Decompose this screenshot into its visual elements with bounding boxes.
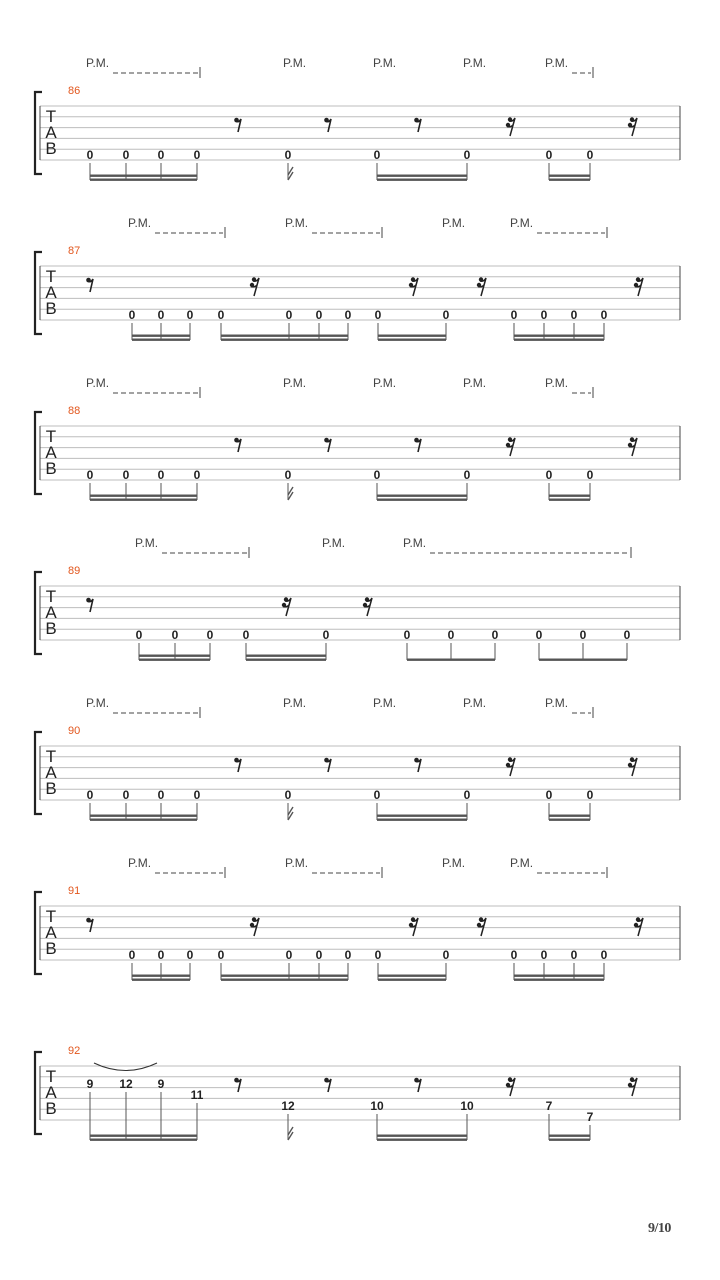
tab-system-90 xyxy=(35,696,680,821)
eighth-rest-stroke xyxy=(87,279,93,292)
eighth-rest-stroke xyxy=(325,119,331,132)
fret-number: 0 xyxy=(570,948,578,962)
system-bracket xyxy=(35,892,42,974)
fret-number: 0 xyxy=(157,308,165,322)
fret-number: 0 xyxy=(403,628,411,642)
note-beam xyxy=(132,335,190,337)
note-beam xyxy=(549,179,590,181)
fret-number: 0 xyxy=(157,788,165,802)
fret-number: 0 xyxy=(171,628,179,642)
note-beam xyxy=(377,815,467,817)
tab-clef-letter: A xyxy=(45,1083,57,1102)
fret-number: 0 xyxy=(122,148,130,162)
tab-system-86 xyxy=(35,56,680,181)
tie-arc xyxy=(94,1063,157,1071)
tab-clef-letter: A xyxy=(45,123,57,142)
palm-mute-label: P.M. xyxy=(86,696,110,710)
note-beam xyxy=(549,1135,590,1137)
measure-number: 92 xyxy=(68,1045,81,1057)
measure-number: 90 xyxy=(68,725,81,737)
fret-number: 0 xyxy=(193,788,201,802)
eighth-rest-stroke xyxy=(235,759,241,772)
fret-number: 0 xyxy=(128,948,136,962)
fret-number: 0 xyxy=(586,468,594,482)
palm-mute-label: P.M. xyxy=(463,56,487,70)
note-beam xyxy=(549,1139,590,1141)
palm-mute-label: P.M. xyxy=(373,696,397,710)
note-beam xyxy=(90,819,197,821)
tab-clef-letter: B xyxy=(45,459,57,478)
note-beam xyxy=(246,659,326,661)
measure-number: 87 xyxy=(68,245,81,257)
tab-clef-letter: T xyxy=(45,1067,57,1086)
eighth-rest-stroke xyxy=(325,1079,331,1092)
fret-number: 0 xyxy=(242,628,250,642)
note-flag xyxy=(288,1127,293,1140)
fret-number: 0 xyxy=(463,788,471,802)
eighth-rest-stroke xyxy=(235,119,241,132)
tab-system-87 xyxy=(35,216,680,341)
measure-number: 86 xyxy=(68,85,81,97)
palm-mute-label: P.M. xyxy=(322,536,346,550)
fret-number: 11 xyxy=(190,1088,204,1102)
fret-number: 0 xyxy=(206,628,214,642)
palm-mute-label: P.M. xyxy=(510,856,534,870)
note-beam xyxy=(549,175,590,177)
fret-number: 0 xyxy=(284,468,292,482)
palm-mute-label: P.M. xyxy=(86,376,110,390)
eighth-rest-stroke xyxy=(235,1079,241,1092)
note-beam xyxy=(514,339,604,341)
fret-number: 0 xyxy=(535,628,543,642)
note-beam xyxy=(377,495,467,497)
tab-clef-letter: T xyxy=(45,267,57,286)
fret-number: 10 xyxy=(370,1099,384,1113)
fret-number: 9 xyxy=(86,1077,94,1091)
fret-number: 0 xyxy=(128,308,136,322)
fret-number: 0 xyxy=(623,628,631,642)
note-beam xyxy=(90,495,197,497)
palm-mute-label: P.M. xyxy=(403,536,427,550)
tab-clef-letter: B xyxy=(45,779,57,798)
eighth-rest-stroke xyxy=(415,1079,421,1092)
fret-number: 0 xyxy=(373,468,381,482)
page-number: 9/10 xyxy=(648,1221,671,1236)
fret-number: 0 xyxy=(586,788,594,802)
tab-clef-letter: A xyxy=(45,443,57,462)
fret-number: 0 xyxy=(586,148,594,162)
note-beam xyxy=(549,499,590,501)
measure-number: 91 xyxy=(68,885,81,897)
system-bracket xyxy=(35,732,42,814)
tab-system-88 xyxy=(35,376,680,501)
fret-number: 0 xyxy=(510,308,518,322)
note-beam xyxy=(377,175,467,177)
eighth-rest-stroke xyxy=(415,119,421,132)
palm-mute-label: P.M. xyxy=(373,376,397,390)
eighth-rest-stroke xyxy=(415,759,421,772)
eighth-rest-stroke xyxy=(325,439,331,452)
note-beam xyxy=(139,655,210,657)
fret-number: 0 xyxy=(122,788,130,802)
tab-system-91 xyxy=(35,856,680,981)
fret-number: 0 xyxy=(540,308,548,322)
fret-number: 0 xyxy=(122,468,130,482)
fret-number: 0 xyxy=(315,308,323,322)
fret-number: 0 xyxy=(86,148,94,162)
palm-mute-label: P.M. xyxy=(283,696,307,710)
fret-number: 0 xyxy=(447,628,455,642)
fret-number: 0 xyxy=(344,948,352,962)
note-beam xyxy=(90,175,197,177)
fret-number: 0 xyxy=(545,468,553,482)
fret-number: 0 xyxy=(442,308,450,322)
fret-number: 0 xyxy=(570,308,578,322)
note-beam xyxy=(221,335,348,337)
palm-mute-label: P.M. xyxy=(463,376,487,390)
note-beam xyxy=(132,975,190,977)
palm-mute-label: P.M. xyxy=(283,376,307,390)
palm-mute-label: P.M. xyxy=(545,376,569,390)
note-beam xyxy=(514,979,604,981)
palm-mute-label: P.M. xyxy=(442,856,466,870)
note-flag xyxy=(288,807,293,820)
note-beam xyxy=(90,499,197,501)
system-bracket xyxy=(35,572,42,654)
fret-number: 7 xyxy=(545,1099,553,1113)
system-bracket xyxy=(35,92,42,174)
note-beam xyxy=(549,815,590,817)
fret-number: 7 xyxy=(586,1110,594,1124)
note-beam xyxy=(549,819,590,821)
note-beam xyxy=(139,659,210,661)
tab-clef-letter: B xyxy=(45,299,57,318)
tab-clef-letter: A xyxy=(45,603,57,622)
note-beam xyxy=(90,1135,197,1137)
tab-clef-letter: B xyxy=(45,1099,57,1118)
tab-system-89 xyxy=(35,536,680,661)
fret-number: 0 xyxy=(344,308,352,322)
eighth-rest-stroke xyxy=(235,439,241,452)
fret-number: 0 xyxy=(285,948,293,962)
eighth-rest-stroke xyxy=(325,759,331,772)
fret-number: 0 xyxy=(510,948,518,962)
eighth-rest-stroke xyxy=(87,919,93,932)
note-beam xyxy=(549,495,590,497)
palm-mute-label: P.M. xyxy=(135,536,159,550)
note-beam xyxy=(377,499,467,501)
palm-mute-label: P.M. xyxy=(545,56,569,70)
fret-number: 0 xyxy=(540,948,548,962)
note-beam xyxy=(377,179,467,181)
note-beam xyxy=(90,1139,197,1141)
note-beam xyxy=(377,1139,467,1141)
system-bracket xyxy=(35,252,42,334)
fret-number: 0 xyxy=(315,948,323,962)
fret-number: 10 xyxy=(460,1099,474,1113)
note-beam xyxy=(378,339,446,341)
note-beam xyxy=(378,975,446,977)
fret-number: 0 xyxy=(373,148,381,162)
system-bracket xyxy=(35,412,42,494)
measure-number: 89 xyxy=(68,565,81,577)
note-flag xyxy=(288,167,293,180)
note-beam xyxy=(132,979,190,981)
note-beam xyxy=(378,979,446,981)
fret-number: 0 xyxy=(374,948,382,962)
palm-mute-label: P.M. xyxy=(545,696,569,710)
note-beam xyxy=(132,339,190,341)
fret-number: 0 xyxy=(284,788,292,802)
fret-number: 0 xyxy=(186,308,194,322)
fret-number: 0 xyxy=(442,948,450,962)
note-beam xyxy=(377,819,467,821)
fret-number: 0 xyxy=(186,948,194,962)
fret-number: 0 xyxy=(193,148,201,162)
tab-clef-letter: T xyxy=(45,427,57,446)
fret-number: 0 xyxy=(157,148,165,162)
fret-number: 0 xyxy=(463,148,471,162)
measure-number: 88 xyxy=(68,405,81,417)
eighth-rest-stroke xyxy=(87,599,93,612)
eighth-rest-stroke xyxy=(415,439,421,452)
note-flag xyxy=(288,487,293,500)
note-beam xyxy=(514,335,604,337)
fret-number: 0 xyxy=(135,628,143,642)
note-beam xyxy=(407,659,495,661)
fret-number: 12 xyxy=(119,1077,133,1091)
fret-number: 0 xyxy=(86,788,94,802)
note-beam xyxy=(514,975,604,977)
note-beam xyxy=(539,659,627,661)
tab-clef-letter: B xyxy=(45,619,57,638)
note-beam xyxy=(221,975,348,977)
tab-clef-letter: A xyxy=(45,923,57,942)
fret-number: 12 xyxy=(281,1099,295,1113)
fret-number: 9 xyxy=(157,1077,165,1091)
fret-number: 0 xyxy=(157,468,165,482)
fret-number: 0 xyxy=(600,948,608,962)
fret-number: 0 xyxy=(86,468,94,482)
fret-number: 0 xyxy=(217,948,225,962)
palm-mute-label: P.M. xyxy=(128,856,152,870)
fret-number: 0 xyxy=(373,788,381,802)
palm-mute-label: P.M. xyxy=(510,216,534,230)
tab-clef-letter: A xyxy=(45,763,57,782)
note-beam xyxy=(378,335,446,337)
tab-clef-letter: A xyxy=(45,283,57,302)
fret-number: 0 xyxy=(285,308,293,322)
fret-number: 0 xyxy=(284,148,292,162)
tab-clef-letter: B xyxy=(45,939,57,958)
note-beam xyxy=(221,979,348,981)
fret-number: 0 xyxy=(374,308,382,322)
fret-number: 0 xyxy=(545,148,553,162)
palm-mute-label: P.M. xyxy=(373,56,397,70)
tab-clef-letter: T xyxy=(45,747,57,766)
note-beam xyxy=(90,179,197,181)
fret-number: 0 xyxy=(545,788,553,802)
palm-mute-label: P.M. xyxy=(463,696,487,710)
fret-number: 0 xyxy=(491,628,499,642)
system-bracket xyxy=(35,1052,42,1134)
fret-number: 0 xyxy=(579,628,587,642)
fret-number: 0 xyxy=(157,948,165,962)
fret-number: 0 xyxy=(463,468,471,482)
fret-number: 0 xyxy=(322,628,330,642)
palm-mute-label: P.M. xyxy=(285,216,309,230)
fret-number: 0 xyxy=(193,468,201,482)
palm-mute-label: P.M. xyxy=(128,216,152,230)
tab-clef-letter: T xyxy=(45,587,57,606)
palm-mute-label: P.M. xyxy=(283,56,307,70)
palm-mute-label: P.M. xyxy=(442,216,466,230)
fret-number: 0 xyxy=(600,308,608,322)
tab-clef-letter: B xyxy=(45,139,57,158)
note-beam xyxy=(246,655,326,657)
tab-clef-letter: T xyxy=(45,107,57,126)
note-beam xyxy=(221,339,348,341)
tab-clef-letter: T xyxy=(45,907,57,926)
palm-mute-label: P.M. xyxy=(86,56,110,70)
tab-system-92 xyxy=(35,1045,680,1141)
note-beam xyxy=(377,1135,467,1137)
note-beam xyxy=(90,815,197,817)
palm-mute-label: P.M. xyxy=(285,856,309,870)
fret-number: 0 xyxy=(217,308,225,322)
